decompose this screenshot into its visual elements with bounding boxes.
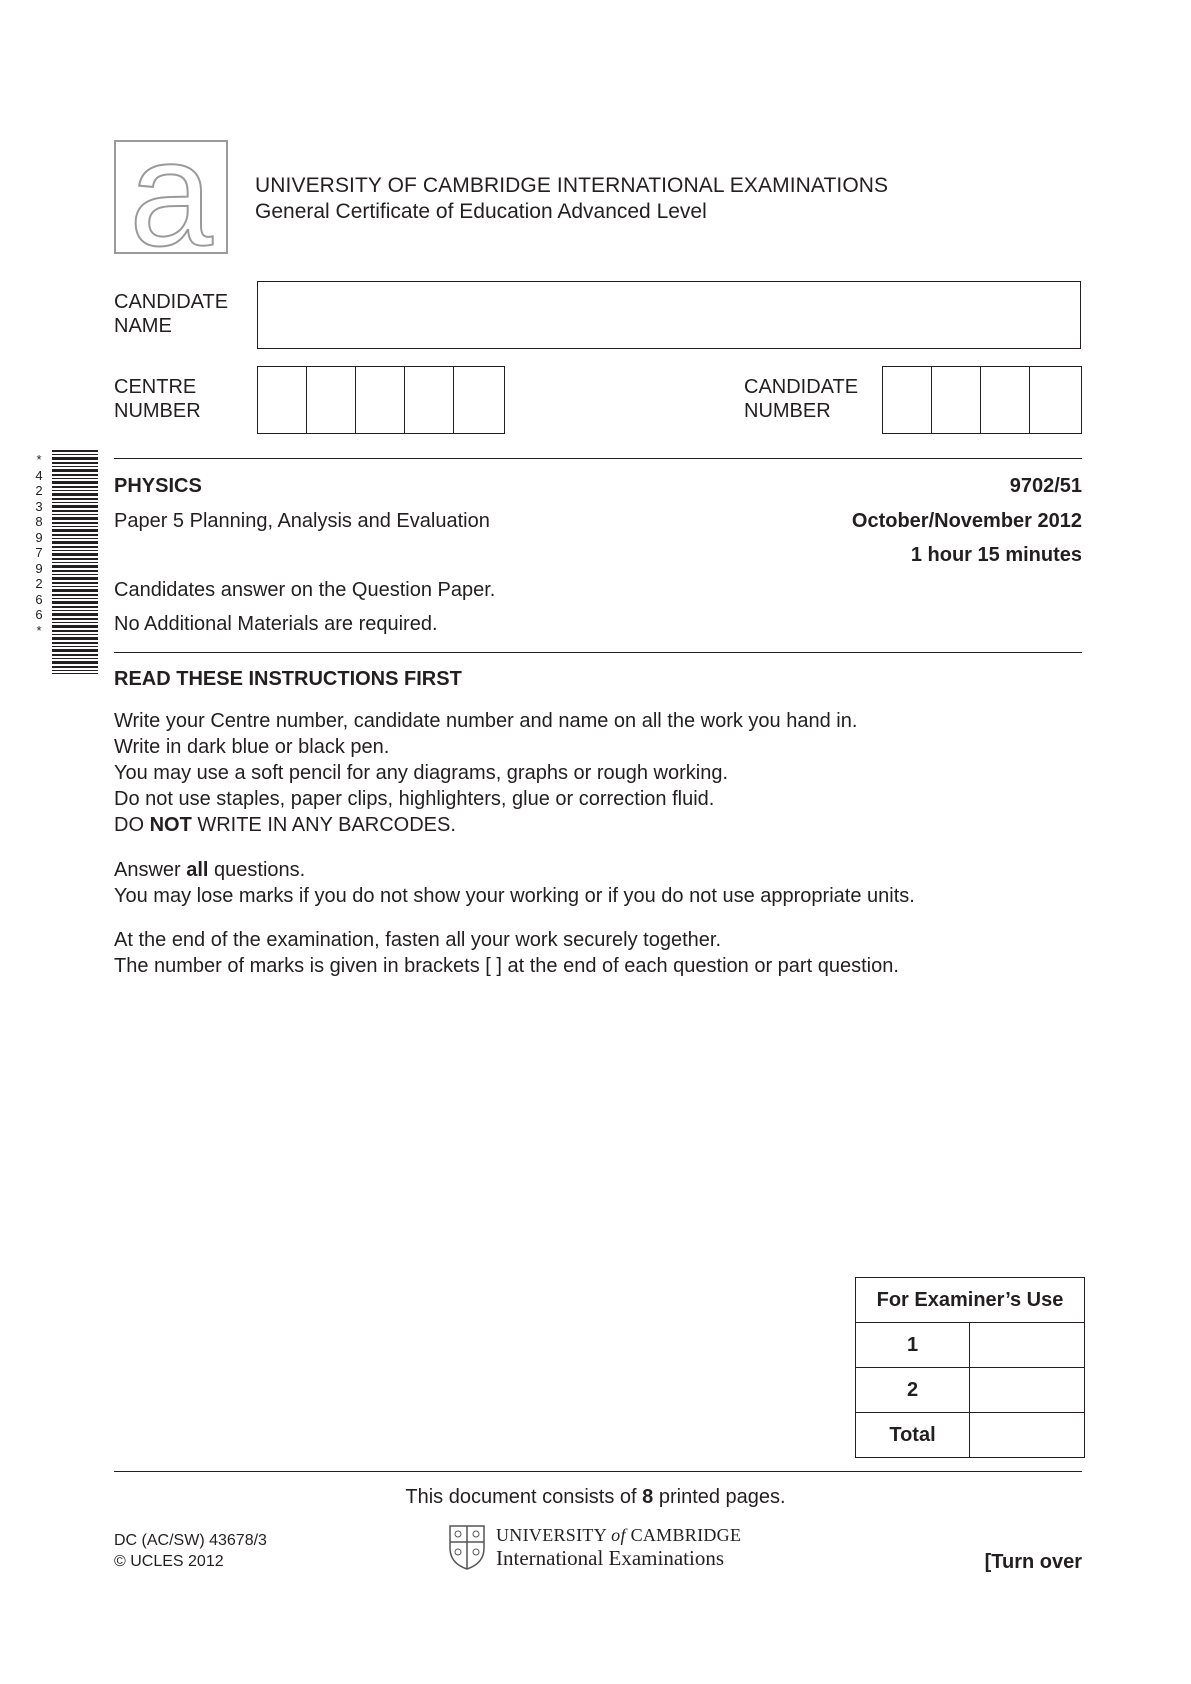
instructions-block-2: [114, 857, 915, 909]
divider: [114, 458, 1082, 459]
divider: [114, 652, 1082, 653]
centre-digit-box[interactable]: [258, 367, 307, 433]
answer-note: Candidates answer on the Question Paper.: [114, 579, 496, 601]
instruction-line: Write your Centre number, candidate number and name on all the work you hand in.: [114, 710, 858, 732]
total-label: Total: [856, 1413, 970, 1458]
centre-digit-box[interactable]: [454, 367, 503, 433]
instructions-block-3: [114, 927, 899, 979]
paper-code: 9702/51: [1009, 475, 1082, 497]
barcode-digits: * 4 2 3 8 9 7 9 2 6 6 *: [35, 452, 43, 638]
page-count-note: This document consists of 8 printed pages.: [405, 1486, 786, 1508]
candidate-digit-box[interactable]: [981, 367, 1030, 433]
centre-number-label: CENTRE NUMBER: [114, 376, 201, 422]
candidate-number-label: CANDIDATE NUMBER: [744, 376, 859, 422]
copyright: © UCLES 2012: [114, 1553, 224, 1570]
materials-note: No Additional Materials are required.: [114, 613, 438, 635]
cambridge-logo-line-1: UNIVERSITY of CAMBRIDGE: [496, 1525, 742, 1545]
marks-cell: [970, 1323, 1085, 1368]
instruction-line: At the end of the examination, fasten all your work securely together.: [114, 929, 722, 951]
cambridge-logo-line-2: International Examinations: [496, 1546, 725, 1570]
exam-board: UNIVERSITY OF CAMBRIDGE INTERNATIONAL EXAMINATIONS: [255, 174, 889, 197]
instructions-heading: READ THESE INSTRUCTIONS FIRST: [114, 668, 462, 690]
instruction-line: Do not use staples, paper clips, highlighters, glue or correction fluid.: [114, 788, 715, 810]
candidate-name-field[interactable]: [257, 281, 1081, 349]
document-reference: DC (AC/SW) 43678/3: [114, 1532, 267, 1549]
candidate-name-label: CANDIDATE NAME: [114, 291, 229, 337]
examiner-use-heading: For Examiner’s Use: [856, 1278, 1085, 1323]
exam-duration: 1 hour 15 minutes: [910, 544, 1082, 566]
instructions-block-1: [114, 708, 857, 838]
exam-session: October/November 2012: [851, 510, 1082, 532]
instruction-line: You may lose marks if you do not show your working or if you do not use appropriate units.: [114, 885, 915, 907]
centre-digit-box[interactable]: [405, 367, 454, 433]
instruction-line: Write in dark blue or black pen.: [114, 736, 390, 758]
centre-digit-box[interactable]: [356, 367, 405, 433]
centre-number-field[interactable]: [257, 366, 505, 434]
instruction-line-answer: Answer all questions.: [114, 859, 306, 881]
examiner-use-table: [855, 1277, 1085, 1458]
logo-a-box: [114, 109, 228, 277]
logo-a-letter: a: [129, 109, 213, 277]
question-number: 2: [856, 1368, 970, 1413]
candidate-digit-box[interactable]: [1030, 367, 1079, 433]
total-cell: [970, 1413, 1085, 1458]
candidate-digit-box[interactable]: [932, 367, 981, 433]
centre-digit-box[interactable]: [307, 367, 356, 433]
instruction-line-barcodes: DO NOT WRITE IN ANY BARCODES.: [114, 814, 456, 836]
turn-over: [Turn over: [984, 1551, 1082, 1573]
qualification: General Certificate of Education Advanced Level: [255, 200, 707, 223]
barcode: [52, 450, 98, 674]
subject: PHYSICS: [114, 475, 202, 497]
divider: [114, 1471, 1082, 1472]
question-number: 1: [856, 1323, 970, 1368]
marks-cell: [970, 1368, 1085, 1413]
candidate-digit-box[interactable]: [883, 367, 932, 433]
instruction-line: The number of marks is given in brackets [ ] at the end of each question or part question.: [114, 955, 899, 977]
instruction-line: You may use a soft pencil for any diagrams, graphs or rough working.: [114, 762, 729, 784]
paper-title: Paper 5 Planning, Analysis and Evaluation: [114, 510, 490, 532]
candidate-number-field[interactable]: [882, 366, 1082, 434]
cambridge-crest-icon: [448, 1524, 486, 1570]
